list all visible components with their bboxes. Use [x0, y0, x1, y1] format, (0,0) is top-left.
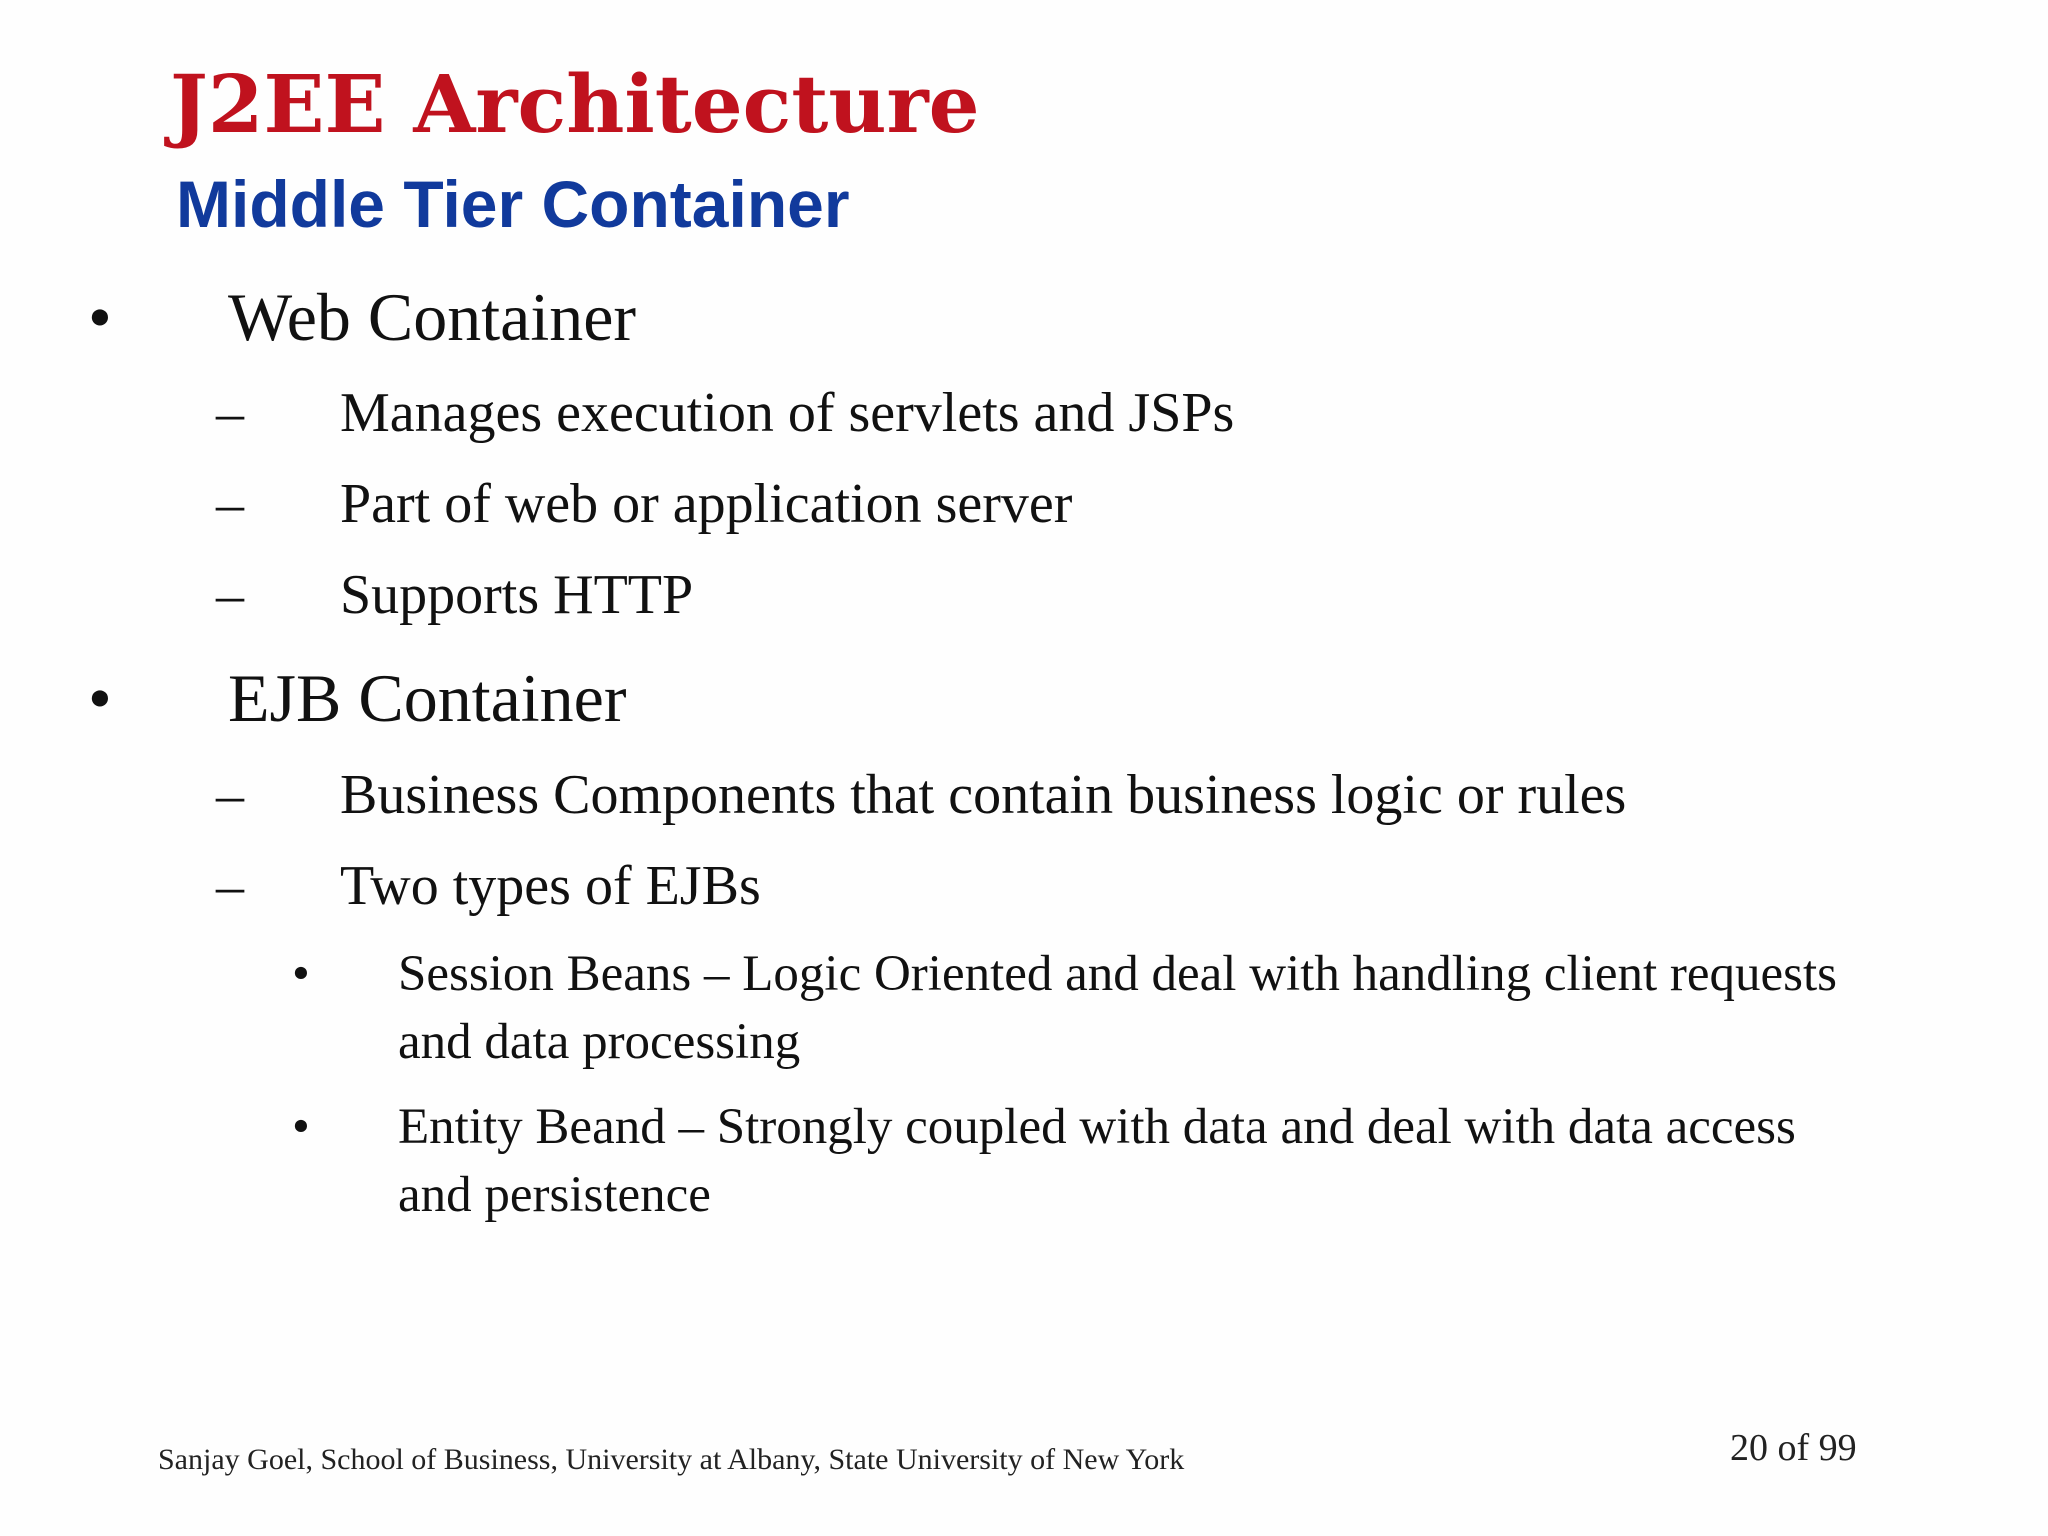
- bullet-marker: •: [292, 946, 310, 1002]
- bullet-marker: •: [88, 660, 112, 736]
- ejb-point-text: Two types of EJBs: [340, 855, 761, 917]
- dash-marker: –: [216, 473, 244, 535]
- web-point-text: Supports HTTP: [340, 564, 694, 626]
- page-number: 20 of 99: [1730, 1427, 1857, 1469]
- ejb-point-text: Business Components that contain business logic or rules: [340, 764, 1627, 826]
- ejb-type-entity-line2: and persistence: [398, 1167, 711, 1223]
- slide-subtitle: Middle Tier Container: [176, 167, 850, 241]
- slide-title: J2EE Architecture: [170, 57, 980, 151]
- web-point-text: Manages execution of servlets and JSPs: [340, 382, 1235, 444]
- bullet-marker: •: [292, 1099, 310, 1155]
- dash-marker: –: [216, 382, 244, 444]
- bullet-marker: •: [88, 279, 112, 355]
- dash-marker: –: [216, 764, 244, 826]
- dash-marker: –: [216, 564, 244, 626]
- ejb-type-session-line2: and data processing: [398, 1014, 801, 1070]
- ejb-container-heading: EJB Container: [228, 660, 627, 736]
- ejb-type-session-line1: Session Beans – Logic Oriented and deal with handling client requests: [398, 946, 1838, 1002]
- dash-marker: –: [216, 855, 244, 917]
- ejb-type-entity-line1: Entity Beand – Strongly coupled with data and deal with data access: [398, 1099, 1796, 1155]
- web-container-heading: Web Container: [228, 279, 637, 355]
- web-point-text: Part of web or application server: [340, 473, 1073, 535]
- slide-footer: Sanjay Goel, School of Business, University at Albany, State University of New York: [158, 1443, 1185, 1476]
